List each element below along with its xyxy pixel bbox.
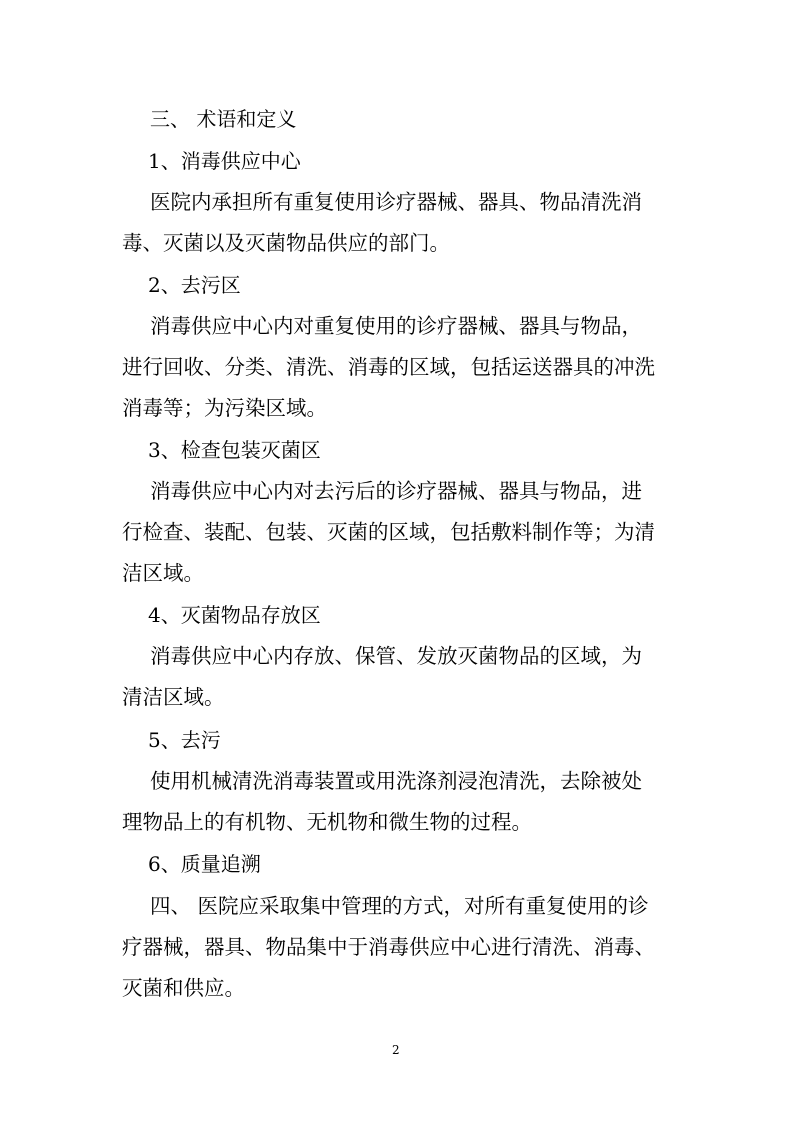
term-2-body-line-1: 消毒供应中心内对重复使用的诊疗器械、器具与物品， (150, 314, 642, 338)
term-3-heading: 3、检查包装灭菌区 (148, 438, 321, 462)
term-1-heading: 1、消毒供应中心 (148, 149, 301, 173)
section-4-line-1: 四、 医院应采取集中管理的方式，对所有重复使用的诊 (150, 894, 649, 918)
term-4-body-line-2: 清洁区域。 (122, 685, 225, 709)
term-3-body-line-1: 消毒供应中心内对去污后的诊疗器械、器具与物品，进 (150, 479, 642, 503)
term-4-heading: 4、灭菌物品存放区 (148, 603, 321, 627)
term-5-body-line-1: 使用机械清洗消毒装置或用洗涤剂浸泡清洗，去除被处 (150, 769, 642, 793)
term-5-heading: 5、去污 (148, 728, 221, 752)
term-1-body-line-1: 医院内承担所有重复使用诊疗器械、器具、物品清洗消 (150, 190, 642, 214)
term-6-heading: 6、质量追溯 (148, 852, 261, 876)
term-3-body-line-2: 行检查、装配、包装、灭菌的区域，包括敷料制作等；为清 (122, 520, 655, 544)
section-3-title: 三、 术语和定义 (150, 107, 297, 131)
term-3-body-line-3: 洁区域。 (122, 561, 204, 585)
term-2-body-line-3: 消毒等；为污染区域。 (122, 396, 327, 420)
page-number: 2 (392, 1043, 400, 1057)
section-4-line-3: 灭菌和供应。 (122, 976, 245, 1000)
term-1-body-line-2: 毒、灭菌以及灭菌物品供应的部门。 (122, 231, 450, 255)
term-4-body-line-1: 消毒供应中心内存放、保管、发放灭菌物品的区域，为 (150, 644, 642, 668)
term-2-heading: 2、去污区 (148, 273, 241, 297)
term-5-body-line-2: 理物品上的有机物、无机物和微生物的过程。 (122, 810, 532, 834)
term-2-body-line-2: 进行回收、分类、清洗、消毒的区域，包括运送器具的冲洗 (122, 355, 655, 379)
section-4-line-2: 疗器械，器具、物品集中于消毒供应中心进行清洗、消毒、 (122, 935, 655, 959)
